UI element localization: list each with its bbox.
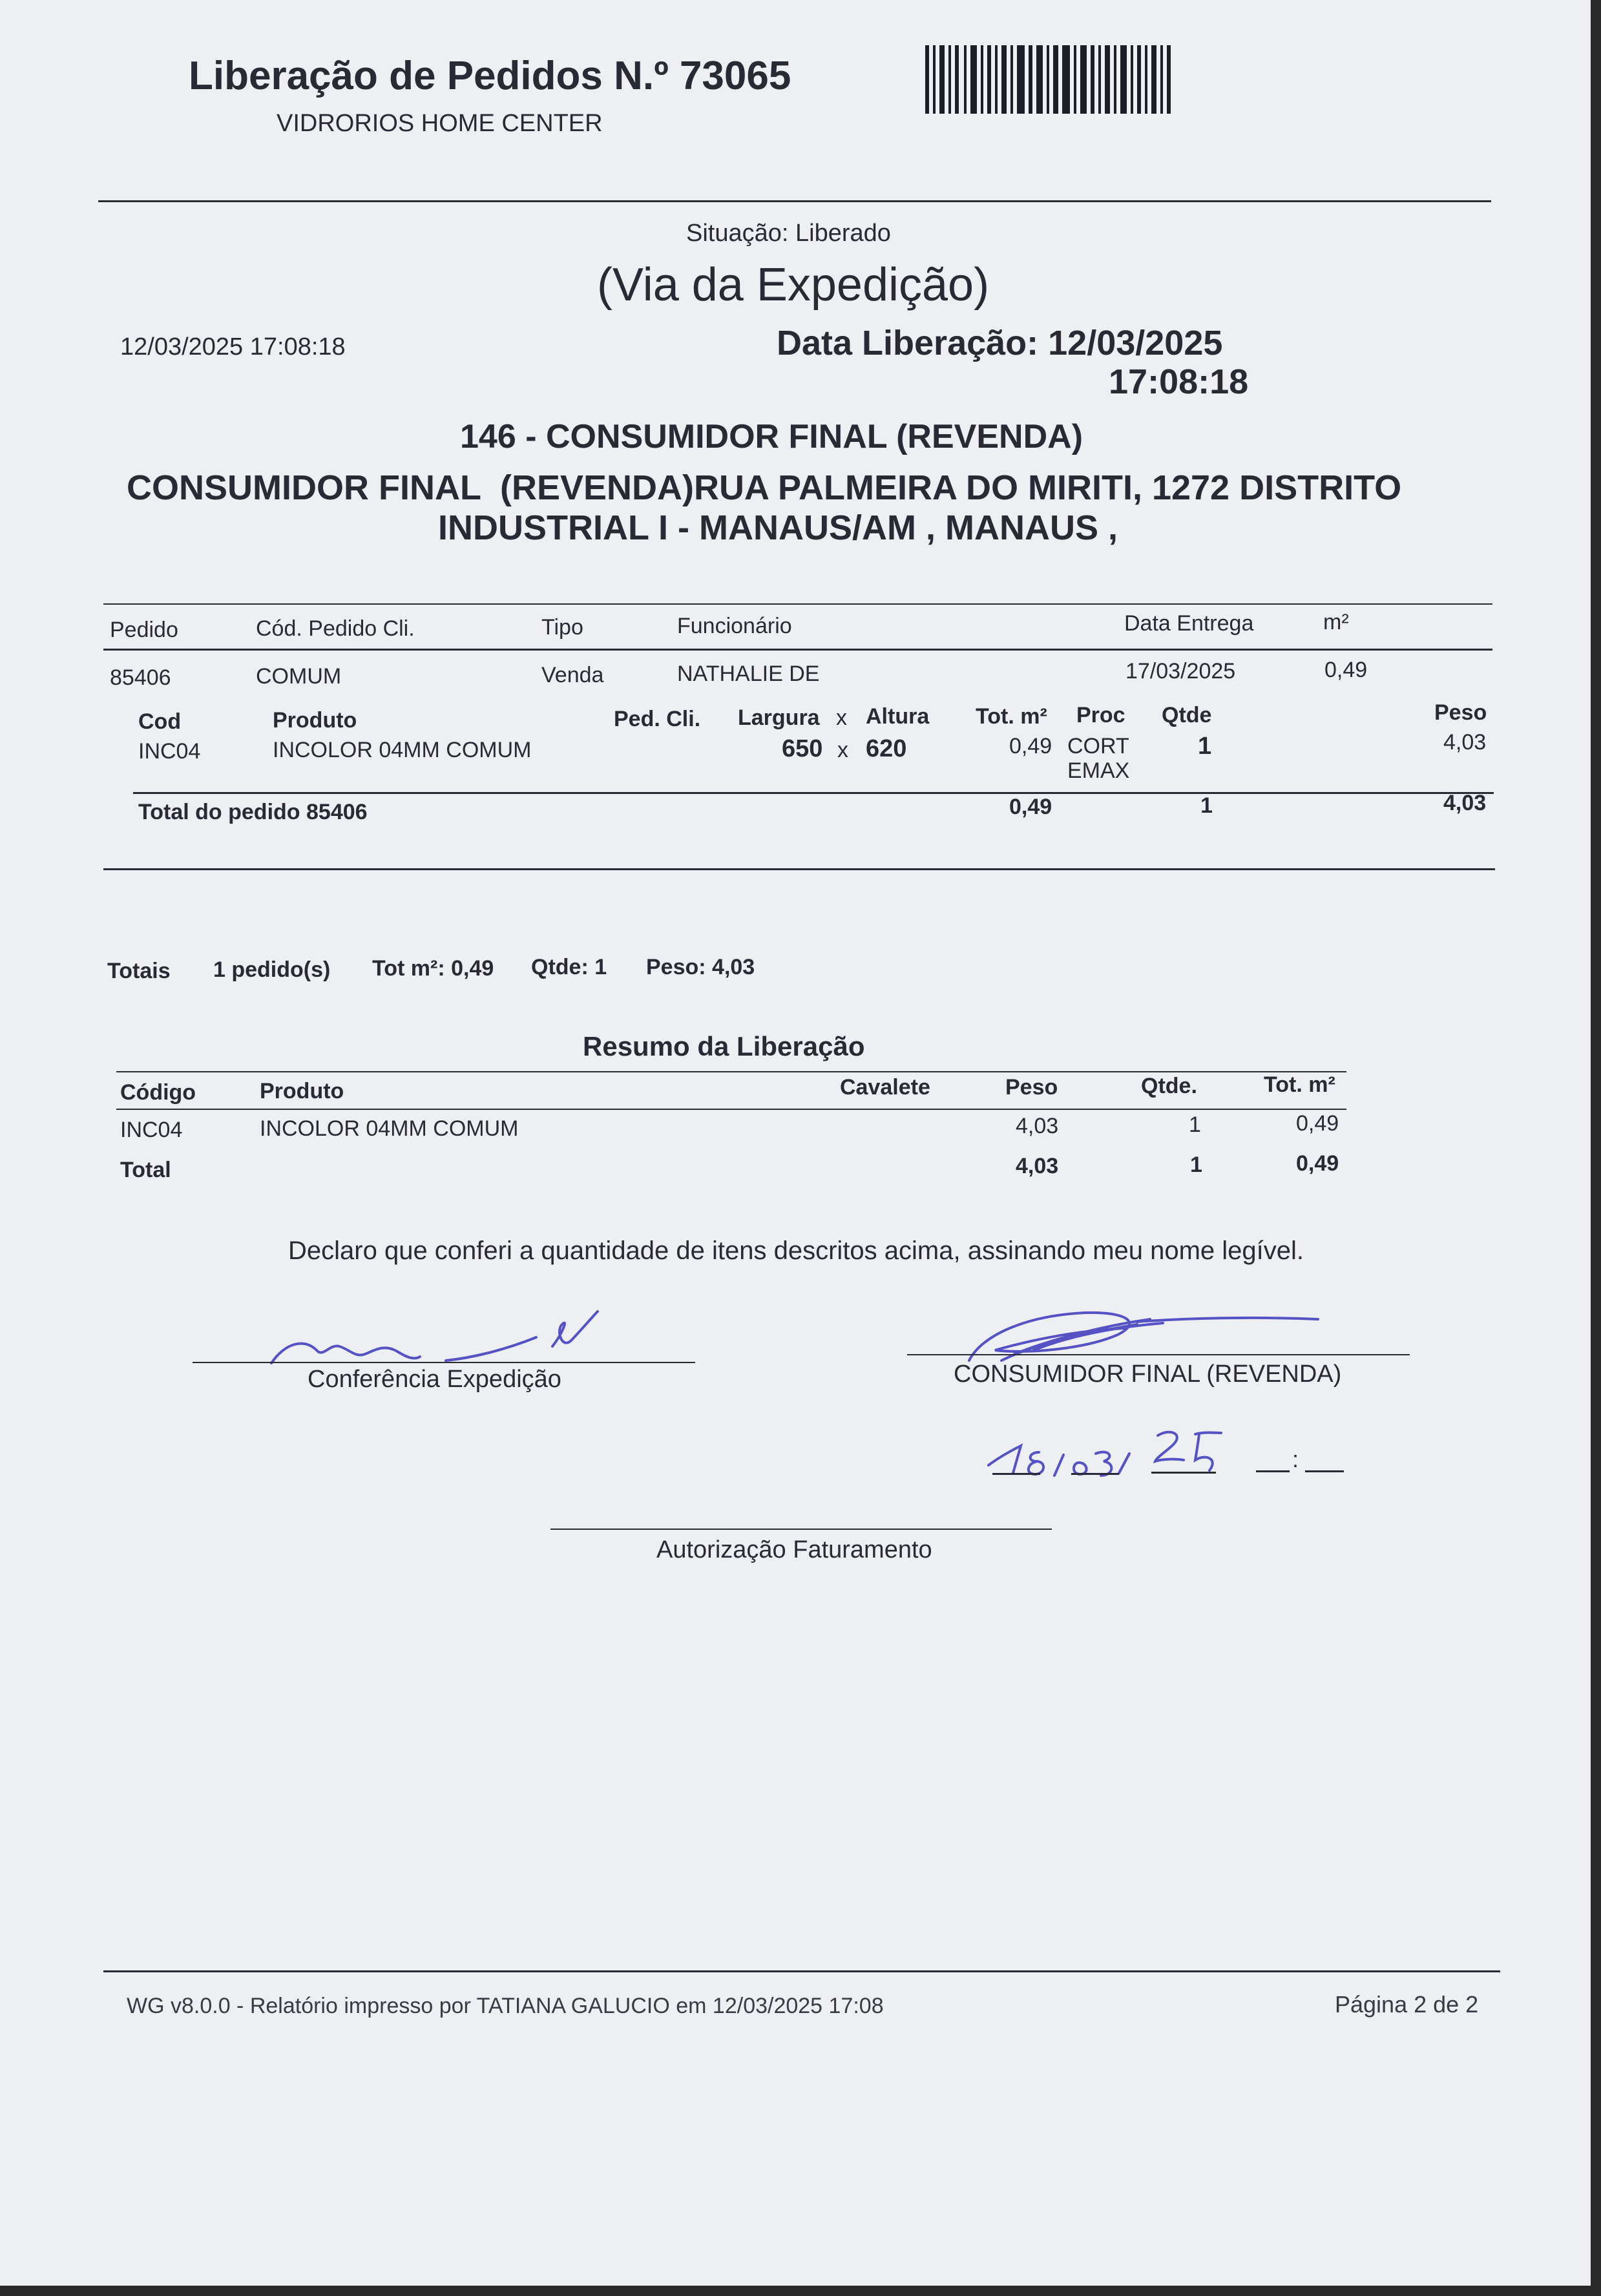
order-total-label: Total do pedido 85406 bbox=[138, 800, 368, 824]
date-year-line bbox=[1151, 1472, 1216, 1474]
totais-pedidos: 1 pedido(s) bbox=[213, 957, 331, 982]
order-total-tot-m2: 0,49 bbox=[1009, 795, 1052, 819]
item-cell-altura: 620 bbox=[866, 735, 907, 762]
resumo-cell-qtde: 1 bbox=[1189, 1112, 1201, 1137]
resumo-header-rule bbox=[116, 1109, 1346, 1110]
item-header-proc: Proc bbox=[1076, 703, 1125, 727]
resumo-total-tot-m2: 0,49 bbox=[1296, 1151, 1339, 1176]
order-cell-funcionario: NATHALIE DE bbox=[677, 662, 820, 686]
print-datetime: 12/03/2025 17:08:18 bbox=[120, 333, 346, 360]
resumo-header-qtde: Qtde. bbox=[1141, 1074, 1197, 1098]
totais-label: Totais bbox=[107, 959, 171, 983]
resumo-title: Resumo da Liberação bbox=[583, 1031, 865, 1061]
cliente-signature-line bbox=[907, 1354, 1410, 1355]
item-cell-peso: 4,03 bbox=[1443, 730, 1487, 755]
item-header-ped-cli: Ped. Cli. bbox=[614, 707, 701, 731]
item-header-largura: Largura bbox=[738, 705, 820, 730]
resumo-total-peso: 4,03 bbox=[1016, 1154, 1059, 1178]
order-cell-cod-pedido-cli: COMUM bbox=[256, 664, 342, 689]
customer-address-line1: CONSUMIDOR FINAL (REVENDA)RUA PALMEIRA DO MIRITI, 1272 DISTRITO bbox=[127, 468, 1402, 507]
totais-peso: Peso: 4,03 bbox=[646, 955, 755, 979]
time-separator: : bbox=[1292, 1446, 1299, 1472]
item-header-altura: Altura bbox=[866, 704, 930, 729]
item-cell-qtde: 1 bbox=[1198, 733, 1212, 760]
cliente-signature bbox=[956, 1296, 1331, 1367]
item-header-peso: Peso bbox=[1434, 700, 1487, 725]
item-header-tot-m2: Tot. m² bbox=[976, 704, 1047, 729]
resumo-header-tot-m2: Tot. m² bbox=[1264, 1072, 1335, 1097]
resumo-header-peso: Peso bbox=[1005, 1075, 1058, 1100]
order-header-funcionario: Funcionário bbox=[677, 614, 792, 638]
footer-report-info: WG v8.0.0 - Relatório impresso por TATIANA GALUCIO em 12/03/2025 17:08 bbox=[127, 1994, 884, 2018]
autorizacao-label: Autorização Faturamento bbox=[656, 1536, 932, 1563]
item-header-x: x bbox=[836, 705, 847, 730]
totais-qtde: Qtde: 1 bbox=[531, 955, 607, 979]
resumo-header-codigo: Código bbox=[120, 1080, 196, 1105]
item-cell-largura: 650 bbox=[782, 735, 823, 762]
order-header-rule bbox=[103, 649, 1492, 651]
totais-tot-m2: Tot m²: 0,49 bbox=[372, 956, 494, 981]
release-time: 17:08:18 bbox=[1109, 362, 1249, 401]
order-table-top-rule bbox=[103, 603, 1492, 605]
declaration-text: Declaro que conferi a quantidade de itens descritos acima, assinando meu nome legível. bbox=[288, 1237, 1304, 1265]
resumo-cell-tot-m2: 0,49 bbox=[1296, 1111, 1339, 1136]
order-table-bottom-rule bbox=[103, 868, 1495, 870]
via-title: (Via da Expedição) bbox=[597, 259, 990, 311]
order-cell-pedido: 85406 bbox=[110, 665, 171, 690]
order-header-pedido: Pedido bbox=[110, 618, 178, 642]
resumo-cell-codigo: INC04 bbox=[120, 1118, 183, 1142]
resumo-header-cavalete: Cavalete bbox=[840, 1075, 930, 1100]
customer-address-line2: INDUSTRIAL I - MANAUS/AM , MANAUS , bbox=[438, 508, 1118, 547]
order-cell-m2: 0,49 bbox=[1324, 658, 1368, 682]
date-day-line bbox=[992, 1473, 1040, 1475]
item-cell-cod: INC04 bbox=[138, 739, 201, 764]
order-cell-data-entrega: 17/03/2025 bbox=[1125, 659, 1236, 684]
resumo-cell-produto: INCOLOR 04MM COMUM bbox=[260, 1116, 519, 1141]
resumo-top-rule bbox=[116, 1071, 1346, 1072]
footer-rule bbox=[103, 1970, 1500, 1972]
resumo-total-label: Total bbox=[120, 1158, 171, 1182]
cliente-label: CONSUMIDOR FINAL (REVENDA) bbox=[954, 1361, 1342, 1388]
conferencia-signature bbox=[258, 1299, 672, 1370]
header-divider bbox=[98, 200, 1491, 202]
item-header-qtde: Qtde bbox=[1162, 703, 1212, 727]
company-name: VIDRORIOS HOME CENTER bbox=[277, 110, 603, 137]
conferencia-signature-line bbox=[193, 1362, 695, 1363]
release-date: Data Liberação: 12/03/2025 bbox=[777, 324, 1223, 362]
item-header-cod: Cod bbox=[138, 709, 182, 734]
conferencia-label: Conferência Expedição bbox=[308, 1366, 561, 1393]
date-month-line bbox=[1071, 1473, 1119, 1475]
item-cell-proc-line2: EMAX bbox=[1067, 758, 1130, 783]
order-header-cod-pedido-cli: Cód. Pedido Cli. bbox=[256, 616, 415, 641]
customer-code-name: 146 - CONSUMIDOR FINAL (REVENDA) bbox=[460, 418, 1083, 455]
order-cell-tipo: Venda bbox=[541, 663, 604, 687]
order-header-m2: m² bbox=[1323, 610, 1349, 634]
time-hour-line bbox=[1256, 1470, 1290, 1472]
resumo-total-qtde: 1 bbox=[1190, 1153, 1202, 1177]
time-minute-line bbox=[1305, 1470, 1344, 1472]
item-cell-produto: INCOLOR 04MM COMUM bbox=[273, 738, 532, 762]
document-title: Liberação de Pedidos N.º 73065 bbox=[189, 54, 791, 98]
order-total-rule bbox=[133, 792, 1494, 794]
item-cell-x: x bbox=[837, 738, 848, 762]
status-text: Situação: Liberado bbox=[686, 220, 891, 247]
handwritten-date bbox=[982, 1420, 1292, 1478]
order-header-tipo: Tipo bbox=[541, 615, 583, 640]
item-cell-tot-m2: 0,49 bbox=[1009, 734, 1052, 758]
barcode-icon bbox=[925, 45, 1171, 114]
resumo-cell-peso: 4,03 bbox=[1016, 1114, 1059, 1138]
order-total-qtde: 1 bbox=[1200, 793, 1213, 818]
footer-page-number: Página 2 de 2 bbox=[1335, 1991, 1479, 2018]
autorizacao-signature-line bbox=[550, 1529, 1052, 1530]
resumo-header-produto: Produto bbox=[260, 1079, 344, 1103]
item-header-produto: Produto bbox=[273, 708, 357, 733]
item-cell-proc-line1: CORT bbox=[1067, 734, 1129, 758]
order-header-data-entrega: Data Entrega bbox=[1124, 611, 1254, 636]
order-total-peso: 4,03 bbox=[1443, 791, 1487, 815]
